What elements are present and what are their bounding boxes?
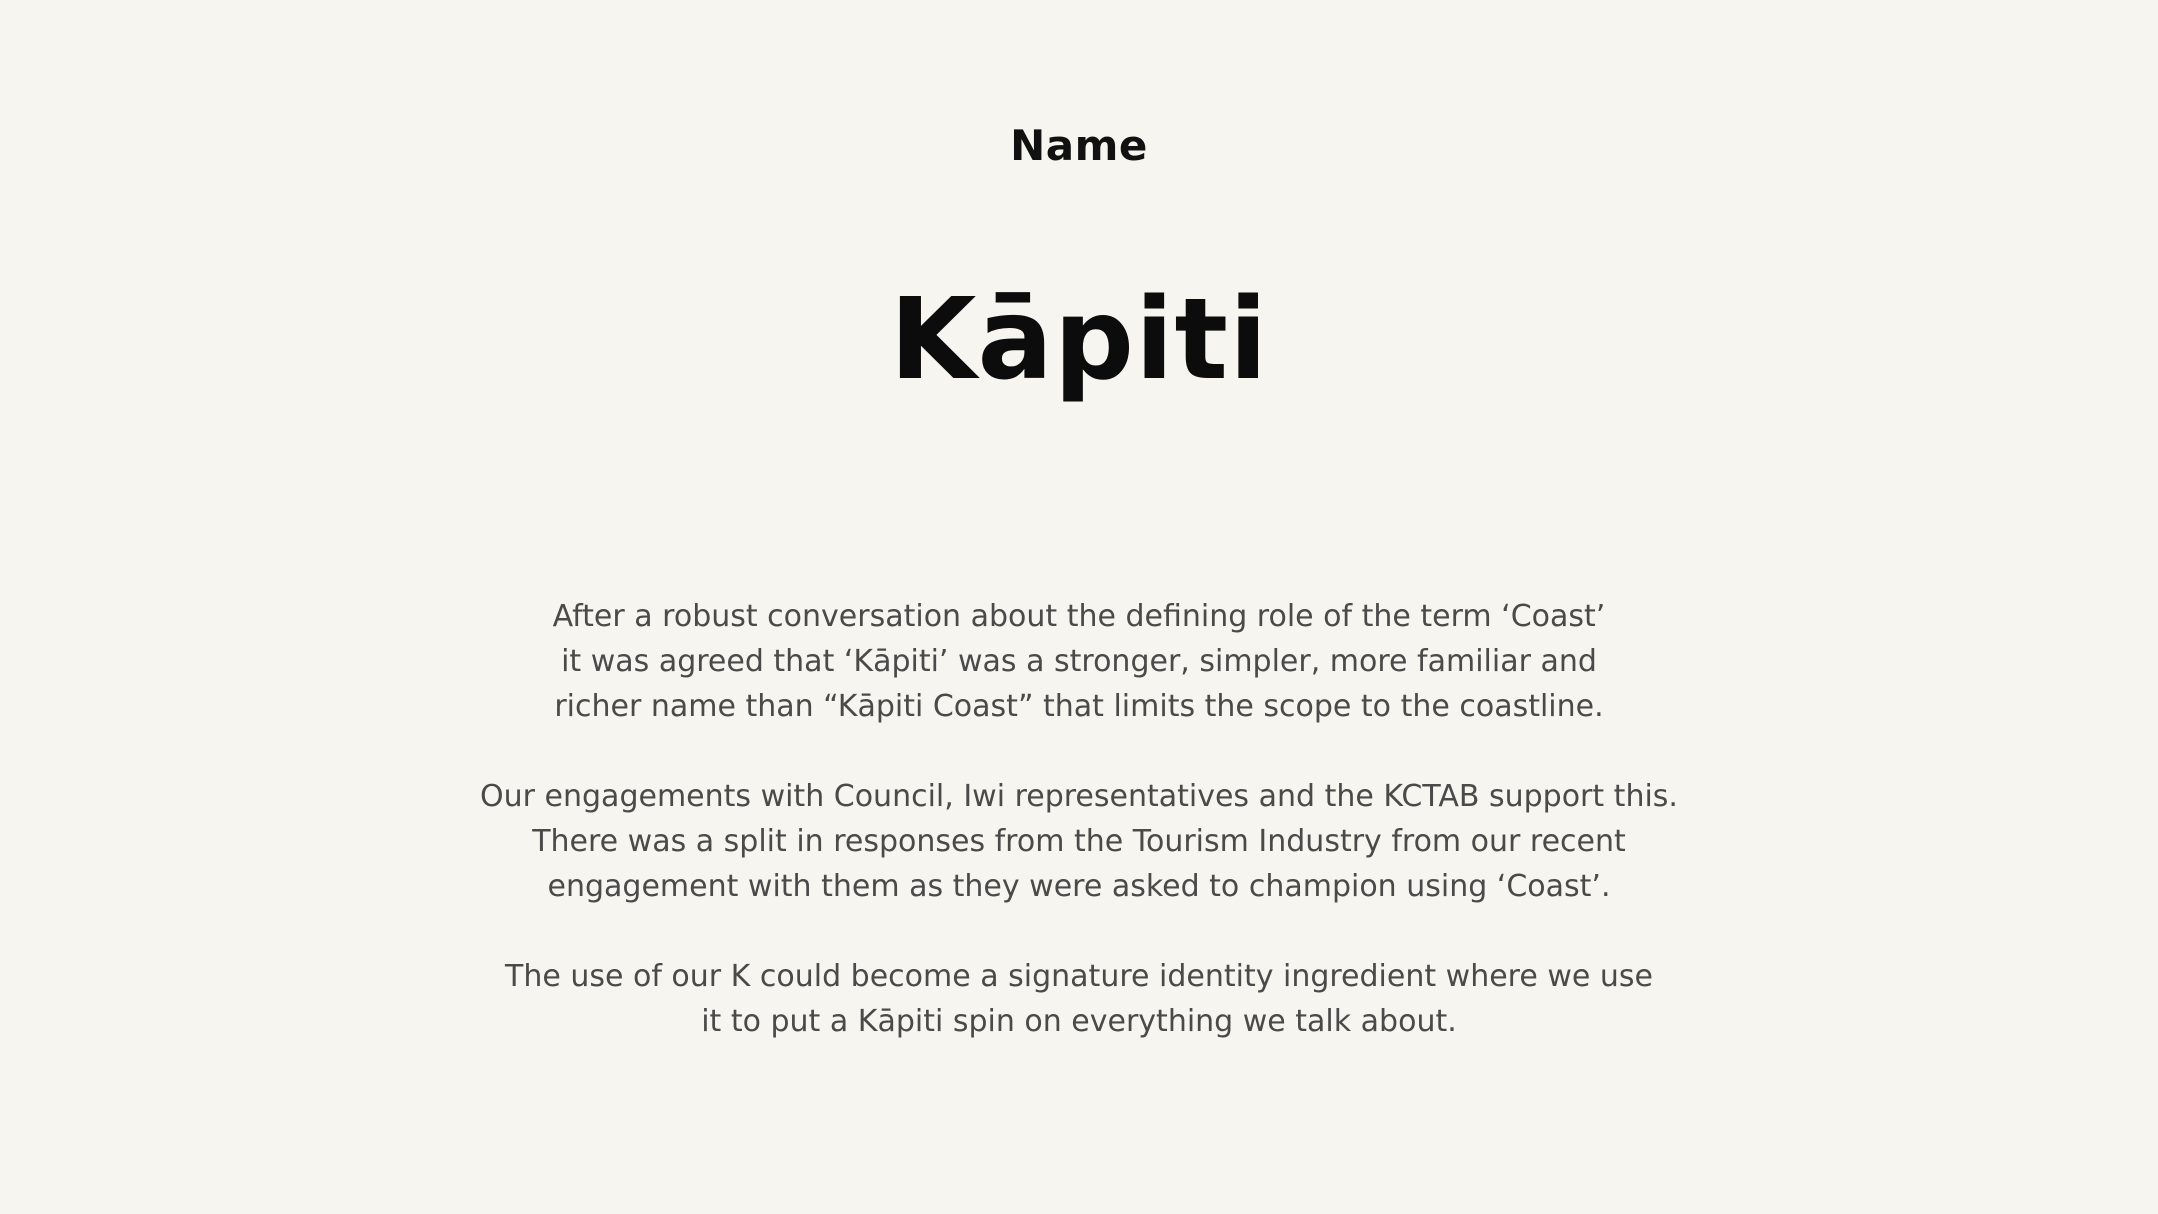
paragraph-line: Our engagements with Council, Iwi representatives and the KCTAB support this. <box>480 779 1678 814</box>
paragraph-line: engagement with them as they were asked to champion using ‘Coast’. <box>547 869 1611 904</box>
paragraph-line: richer name than “Kāpiti Coast” that limits the scope to the coastline. <box>554 689 1604 724</box>
brand-name-title: Kāpiti <box>889 275 1269 405</box>
paragraph-line: The use of our K could become a signature identity ingredient where we use <box>505 959 1653 994</box>
paragraph-line: After a robust conversation about the defining role of the term ‘Coast’ <box>552 599 1606 634</box>
paragraph-signature <box>0 954 2158 1044</box>
paragraph-engagements <box>0 774 2158 909</box>
body-text <box>0 594 2158 1044</box>
section-heading: Name <box>1010 121 1148 170</box>
paragraph-line: There was a split in responses from the Tourism Industry from our recent <box>532 824 1626 859</box>
paragraph-line: it to put a Kāpiti spin on everything we talk about. <box>701 1004 1457 1039</box>
paragraph-line: it was agreed that ‘Kāpiti’ was a stronger, simpler, more familiar and <box>561 644 1597 679</box>
paragraph-rationale <box>0 594 2158 729</box>
